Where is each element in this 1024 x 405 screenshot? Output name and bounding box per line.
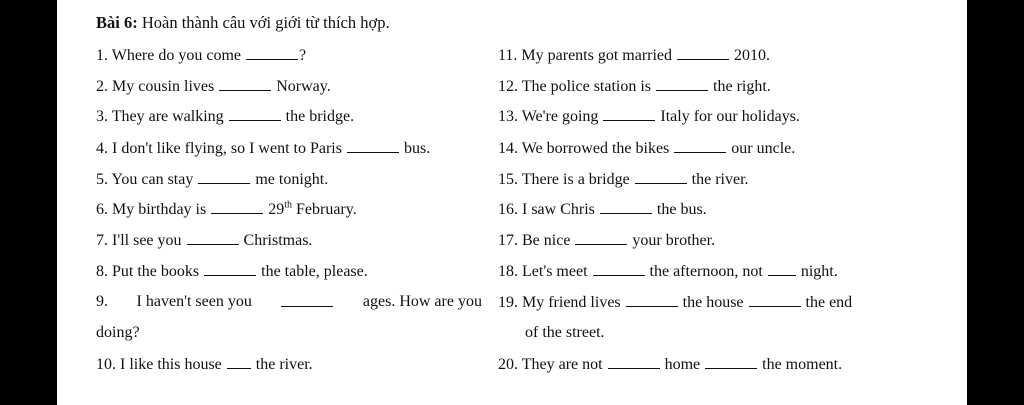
question-8: 8. Put the books the table, please. — [96, 263, 368, 280]
answer-blank[interactable] — [608, 354, 660, 369]
question-3: 3. They are walking the bridge. — [96, 108, 355, 125]
question-1: 1. Where do you come ? — [96, 47, 307, 64]
answer-blank[interactable] — [593, 261, 645, 276]
question-9: 9. I haven't seen you ages. How are you — [96, 293, 482, 310]
answer-blank[interactable] — [187, 230, 239, 245]
answer-blank[interactable] — [575, 230, 627, 245]
answer-blank[interactable] — [677, 45, 729, 60]
question-12: 12. The police station is the right. — [498, 78, 771, 95]
answer-blank[interactable] — [656, 76, 708, 91]
answer-blank[interactable] — [705, 354, 757, 369]
answer-blank[interactable] — [246, 45, 298, 60]
answer-blank[interactable] — [219, 76, 271, 91]
question-14: 14. We borrowed the bikes our uncle. — [498, 140, 796, 157]
answer-blank[interactable] — [635, 169, 687, 184]
question-4: 4. I don't like flying, so I went to Paris bus. — [96, 140, 431, 157]
worksheet-page — [57, 0, 967, 405]
exercise-heading — [96, 13, 390, 33]
question-15: 15. There is a bridge the river. — [498, 171, 749, 188]
answer-blank[interactable] — [229, 106, 281, 121]
question-5: 5. You can stay me tonight. — [96, 171, 329, 188]
answer-blank[interactable] — [204, 261, 256, 276]
answer-blank[interactable] — [281, 292, 333, 307]
question-11: 11. My parents got married 2010. — [498, 47, 771, 64]
answer-blank[interactable] — [211, 199, 263, 214]
question-19: 19. My friend lives the house the end — [498, 294, 853, 311]
question-16: 16. I saw Chris the bus. — [498, 201, 707, 218]
question-9-continued: doing? — [96, 324, 140, 341]
answer-blank[interactable] — [674, 138, 726, 153]
question-2: 2. My cousin lives Norway. — [96, 78, 331, 95]
question-18: 18. Let's meet the afternoon, not night. — [498, 263, 838, 280]
question-10: 10. I like this house the river. — [96, 356, 313, 373]
answer-blank[interactable] — [600, 199, 652, 214]
answer-blank[interactable] — [768, 261, 796, 276]
answer-blank[interactable] — [227, 354, 251, 369]
question-7: 7. I'll see you Christmas. — [96, 232, 313, 249]
answer-blank[interactable] — [603, 106, 655, 121]
question-6: 6. My birthday is 29th February. — [96, 199, 357, 218]
question-19-continued: of the street. — [525, 324, 605, 341]
question-20: 20. They are not home the moment. — [498, 356, 843, 373]
question-17: 17. Be nice your brother. — [498, 232, 716, 249]
answer-blank[interactable] — [198, 169, 250, 184]
exercise-label: Bài 6: — [96, 13, 138, 32]
answer-blank[interactable] — [749, 292, 801, 307]
exercise-instruction: Hoàn thành câu với giới từ thích hợp. — [141, 13, 390, 32]
answer-blank[interactable] — [347, 138, 399, 153]
answer-blank[interactable] — [626, 292, 678, 307]
question-13: 13. We're going Italy for our holidays. — [498, 108, 800, 125]
